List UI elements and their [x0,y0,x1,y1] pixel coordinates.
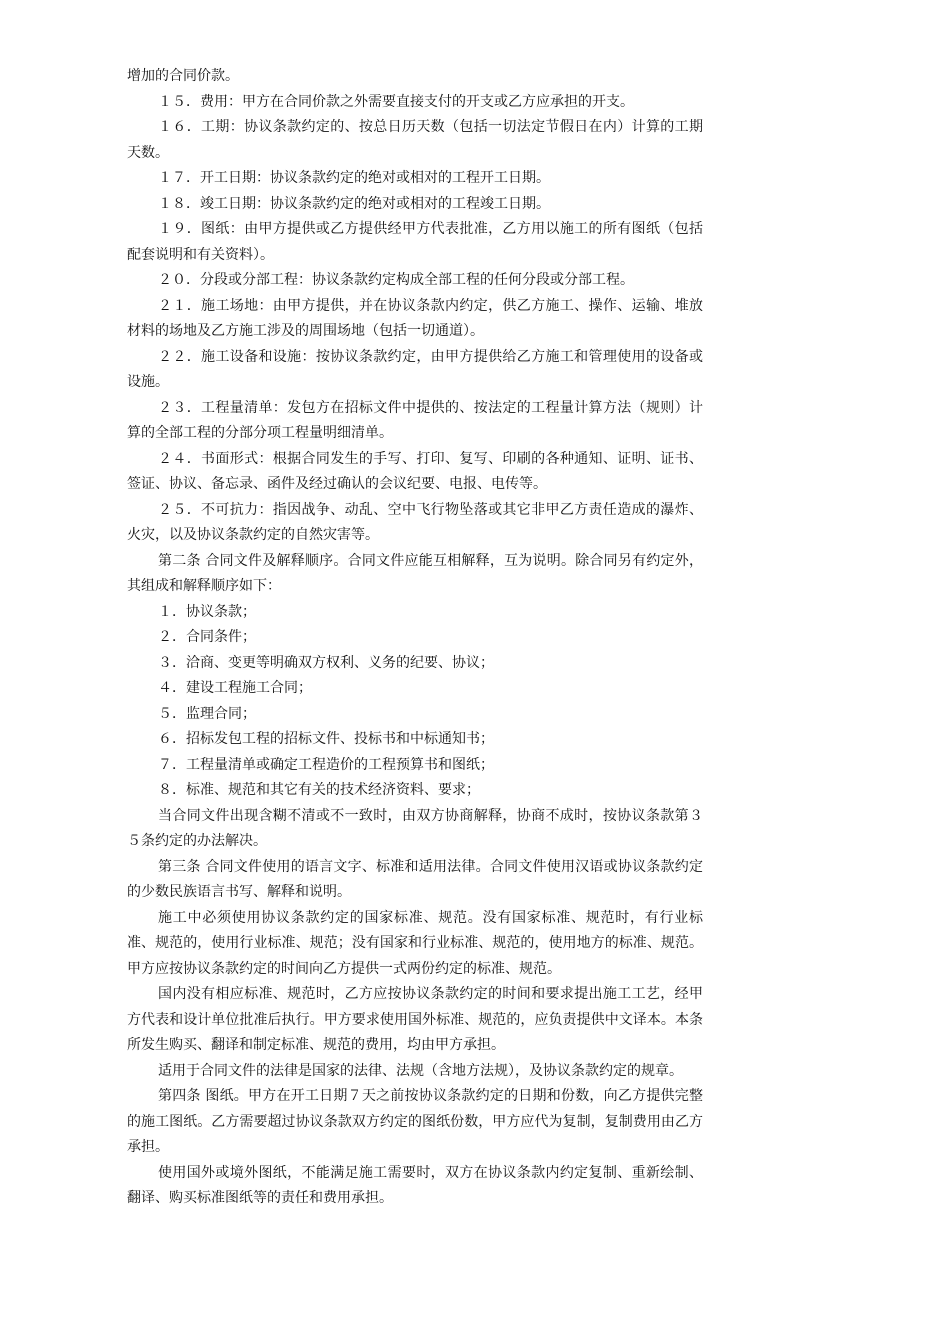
paragraph: 施工中必须使用协议条款约定的国家标准、规范。没有国家标准、规范时，有行业标准、规范的，使用行业标准、规范；没有国家和行业标准、规范的，使用地方的标准、规范。甲方应按协议条款约定的时间向乙方提供一式两份约定的标准、规范。 [127,909,703,977]
paragraph: ５．监理合同； [158,705,256,722]
paragraph: ２．合同条件； [158,629,256,645]
paragraph: ４．建设工程施工合同； [158,680,312,696]
paragraph: 使用国外或境外图纸，不能满足施工需要时，双方在协议条款内约定复制、重新绘制、翻译、购买标准图纸等的责任和费用承担。 [127,1164,703,1206]
paragraph: ３．洽商、变更等明确双方权利、义务的纪要、协议； [158,654,494,671]
paragraph: １８．竣工日期：协议条款约定的绝对或相对的工程竣工日期。 [158,195,550,212]
document-page [127,64,703,1212]
paragraph: ６．招标发包工程的招标文件、投标书和中标通知书； [158,731,494,747]
paragraph: １６．工期：协议条款约定的、按总日历天数（包括一切法定节假日在内）计算的工期天数。 [127,119,703,161]
paragraph: ２１．施工场地：由甲方提供，并在协议条款内约定，供乙方施工、操作、运输、堆放材料的场地及乙方施工涉及的周围场地（包括一切通道）。 [127,297,703,339]
paragraph: 第四条 图纸。甲方在开工日期７天之前按协议条款约定的日期和份数，向乙方提供完整的施工图纸。乙方需要超过协议条款双方约定的图纸份数，甲方应代为复制，复制费用由乙方承担。 [127,1088,703,1155]
paragraph: １９．图纸：由甲方提供或乙方提供经甲方代表批准，乙方用以施工的所有图纸（包括配套说明和有关资料）。 [127,221,703,263]
paragraph: ２２．施工设备和设施：按协议条款约定，由甲方提供给乙方施工和管理使用的设备或设施。 [127,348,703,390]
paragraph: ２０．分段或分部工程：协议条款约定构成全部工程的任何分段或分部工程。 [158,272,634,288]
paragraph: ２５．不可抗力：指因战争、动乱、空中飞行物坠落或其它非甲乙方责任造成的瀑炸、火灾，以及协议条款约定的自然灾害等。 [127,501,703,543]
paragraph: 适用于合同文件的法律是国家的法律、法规（含地方法规），及协议条款约定的规章。 [158,1062,683,1079]
paragraph: ２４．书面形式：根据合同发生的手写、打印、复写、印刷的各种通知、证明、证书、签证、协议、备忘录、函件及经过确认的会议纪要、电报、电传等。 [127,450,703,492]
paragraph: 增加的合同价款。 [127,68,239,84]
paragraph: 第三条 合同文件使用的语言文字、标准和适用法律。合同文件使用汉语或协议条款约定的少数民族语言书写、解释和说明。 [127,858,703,900]
paragraph: 当合同文件出现含糊不清或不一致时，由双方协商解释，协商不成时，按协议条款第３５条约定的办法解决。 [127,807,703,849]
paragraph: １５．费用：甲方在合同价款之外需要直接支付的开支或乙方应承担的开支。 [158,93,634,110]
paragraph: １７．开工日期：协议条款约定的绝对或相对的工程开工日期。 [158,170,550,186]
paragraph: 国内没有相应标准、规范时，乙方应按协议条款约定的时间和要求提出施工工艺，经甲方代表和设计单位批准后执行。甲方要求使用国外标准、规范的，应负责提供中文译本。本条所发生购买、翻译和制定标准、规范的费用，均由甲方承担。 [127,986,703,1053]
paragraph: ８．标准、规范和其它有关的技术经济资料、要求； [158,782,480,798]
paragraph: １．协议条款； [158,603,256,620]
paragraph: ２３．工程量清单：发包方在招标文件中提供的、按法定的工程量计算方法（规则）计算的全部工程的分部分项工程量明细清单。 [127,399,703,441]
paragraph: 第二条 合同文件及解释顺序。合同文件应能互相解释，互为说明。除合同另有约定外，其组成和解释顺序如下： [127,552,703,594]
paragraph: ７．工程量清单或确定工程造价的工程预算书和图纸； [158,756,494,773]
